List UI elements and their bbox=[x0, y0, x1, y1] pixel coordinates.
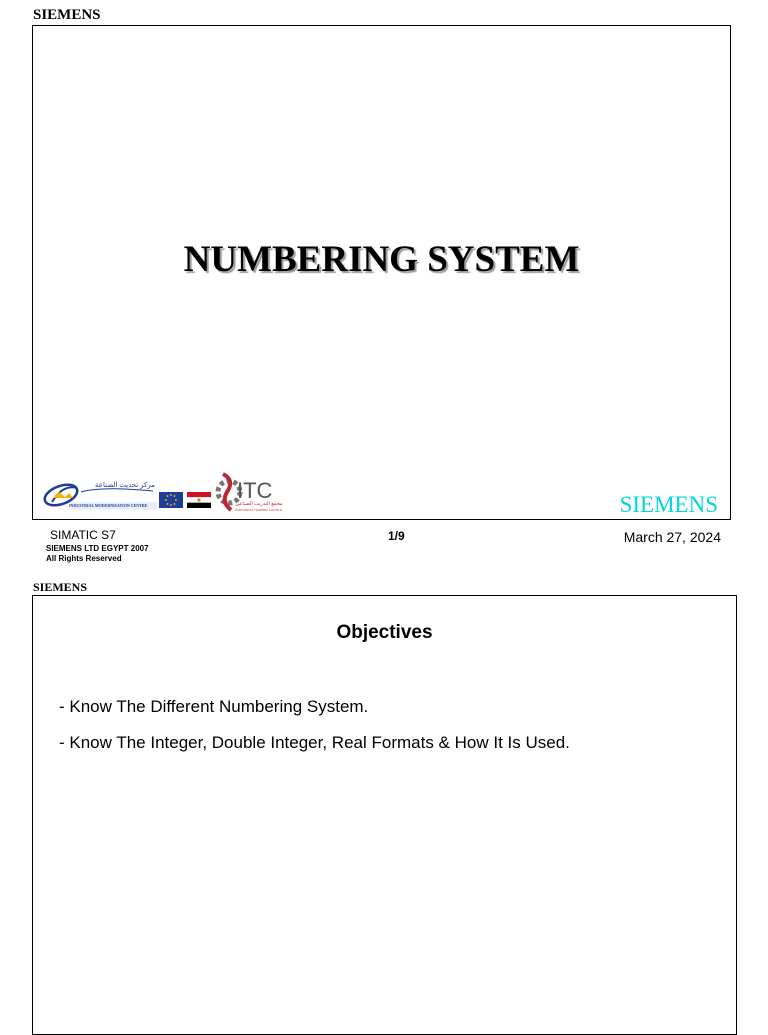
slide-brand-logo: SIEMENS bbox=[619, 492, 718, 517]
imc-english-name: INDUSTRIAL MODERNISATION CENTRE bbox=[69, 503, 148, 508]
imc-arabic-name: مركز تحديث الصناعة bbox=[95, 482, 155, 489]
slide-title: NUMBERING SYSTEM bbox=[183, 239, 580, 280]
footer-product: SIMATIC S7 bbox=[50, 528, 116, 542]
itc-english-name: INDUSTRIAL TRAINING COUNCIL bbox=[235, 508, 283, 512]
footer-rights: All Rights Reserved bbox=[46, 554, 122, 563]
objectives-title: Objectives bbox=[336, 622, 433, 643]
partner-logos bbox=[41, 470, 293, 516]
objectives-slide bbox=[32, 595, 737, 1035]
footer-company: SIEMENS LTD EGYPT 2007 bbox=[46, 544, 149, 553]
title-slide bbox=[32, 25, 731, 520]
page2-header-brand: SIEMENS bbox=[33, 580, 88, 594]
objective-item: - Know The Different Numbering System. bbox=[59, 697, 369, 716]
page1-header-brand: SIEMENS bbox=[33, 7, 101, 23]
footer-date: March 27, 2024 bbox=[623, 529, 721, 545]
itc-text: ITC bbox=[237, 478, 273, 503]
objective-item: - Know The Integer, Double Integer, Real Formats & How It Is Used. bbox=[59, 733, 570, 752]
footer-page-number: 1/9 bbox=[388, 529, 405, 543]
eu-flag-icon bbox=[159, 492, 183, 508]
itc-arabic-name: مجمع التدريب الصناعي bbox=[235, 501, 283, 507]
egypt-flag-icon bbox=[187, 492, 211, 508]
